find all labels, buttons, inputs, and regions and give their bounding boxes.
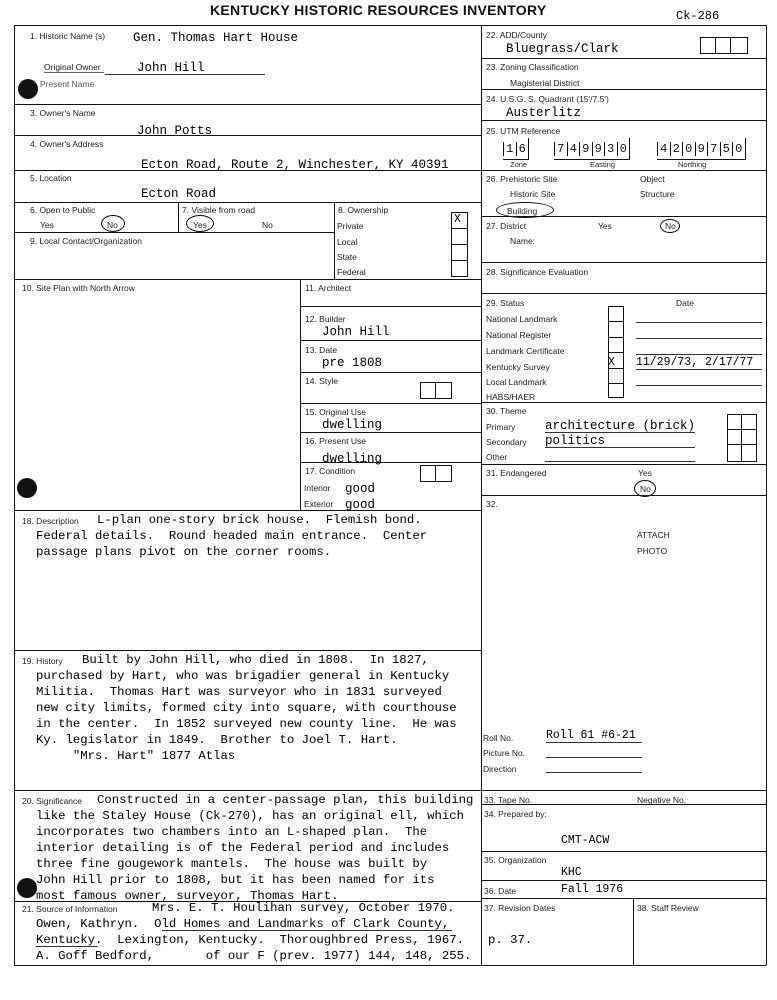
description-line: passage plans pivot on the corner rooms.: [36, 545, 332, 559]
visible-road-yes: Yes: [193, 220, 207, 230]
open-public-label: 6. Open to Public: [30, 205, 96, 215]
present-use-value: dwelling: [322, 452, 383, 466]
utm-easting-boxes: [554, 138, 630, 160]
ownership-state: State: [337, 252, 357, 262]
ownership-local: Local: [337, 237, 358, 247]
builder-value: John Hill: [322, 325, 390, 339]
date-value: pre 1808: [322, 356, 383, 370]
utm-digit: 7: [554, 142, 567, 156]
status-item: Local Landmark: [486, 377, 547, 387]
utm-northing-label: Northing: [678, 160, 707, 169]
original-use-label: 15. Original Use: [305, 407, 366, 417]
punch-hole-top: [18, 79, 38, 99]
history-line: purchased by Hart, who was brigadier general in Kentucky: [36, 669, 450, 683]
ownership-private: Private: [337, 221, 364, 231]
owner-address-label: 4. Owner's Address: [30, 139, 104, 149]
kentucky-survey-date: 11/29/73, 2/17/77: [636, 356, 754, 369]
condition-exterior-value: good: [345, 498, 376, 512]
tape-label: 33. Tape No.: [484, 795, 533, 805]
zoning-value: Magisterial District: [510, 78, 580, 88]
history-label: 19. History: [22, 656, 63, 666]
organization-label: 35. Organization: [484, 855, 547, 865]
utm-digit: 6: [516, 142, 529, 156]
direction-label: Direction: [483, 764, 517, 774]
utm-northing-boxes: [657, 138, 746, 160]
open-public-yes: Yes: [40, 220, 54, 230]
condition-interior-value: good: [345, 482, 376, 496]
owner-name-value: John Potts: [137, 124, 213, 138]
history-line: in the center. In 1852 surveyed new county line. He was: [36, 717, 457, 731]
status-item: Kentucky Survey: [486, 362, 550, 372]
condition-exterior-label: Exterior: [304, 499, 334, 509]
visible-road-no: No: [262, 220, 273, 230]
source-line: A. Goff Bedford, of our F (prev. 1977) 144, 148, 255.: [36, 949, 472, 963]
utm-digit: 5: [720, 142, 733, 156]
source-label: 21. Source of Information: [22, 904, 118, 914]
open-public-no: No: [107, 220, 118, 230]
endangered-label: 31. Endangered: [486, 468, 547, 478]
status-label: 29. Status: [486, 298, 525, 308]
frame-bottom: [14, 965, 766, 966]
original-owner-label: Original Owner: [44, 62, 101, 72]
ownership-private-mark: X: [454, 213, 461, 226]
district-no-circle: [660, 219, 680, 233]
utm-digit: 9: [579, 142, 592, 156]
history-line: Built by John Hill, who died in 1808. In 1827,: [82, 653, 429, 667]
negative-label: Negative No.: [637, 795, 687, 805]
utm-digit: 3: [604, 142, 617, 156]
utm-digit: 9: [592, 142, 605, 156]
historic-name-label: 1. Historic Name (s): [30, 31, 106, 41]
district-name-label: Name:: [510, 236, 536, 246]
roll-value: Roll 61 #6-21: [546, 729, 636, 742]
status-item: National Landmark: [486, 314, 558, 324]
source-page: p. 37.: [488, 933, 533, 947]
district-label: 27. District: [486, 221, 527, 231]
zoning-label: 23. Zoning Classification: [486, 62, 579, 72]
original-use-value: dwelling: [322, 418, 383, 432]
significance-line: like the Staley House (Ck-270), has an original ell, which: [36, 809, 465, 823]
prepared-by-value: CMT-ACW: [561, 834, 610, 847]
history-line: new city limits, formed city into square, with courthouse: [36, 701, 457, 715]
endangered-no: No: [640, 484, 651, 494]
significance-line: incorporates two chambers into an L-shaped plan. The: [36, 825, 428, 839]
significance-line: interior detailing is of the Federal period and includes: [36, 841, 450, 855]
historic-name-value: Gen. Thomas Hart House: [133, 31, 299, 45]
theme-label: 30. Theme: [486, 406, 527, 416]
location-label: 5. Location: [30, 173, 72, 183]
building-label: Building: [507, 206, 538, 216]
quadrant-label: 24. U.S.G. S. Quadrant (15'/7.5'): [486, 94, 609, 104]
utm-digit: 2: [670, 142, 683, 156]
source-line: Kentucky. Lexington, Kentucky. Thoroughbred Press, 1967.: [36, 933, 465, 947]
utm-digit: 0: [682, 142, 695, 156]
prehistoric-label: 26. Prehistoric Site: [486, 174, 558, 184]
utm-digit: 7: [707, 142, 720, 156]
frame-left: [14, 25, 15, 965]
staff-review-label: 38. Staff Review: [637, 903, 699, 913]
theme-boxes: [727, 414, 757, 462]
building-circle: [496, 202, 554, 218]
county-value: Bluegrass/Clark: [506, 42, 619, 56]
quadrant-value: Austerlitz: [506, 106, 582, 120]
description-line: L-plan one-story brick house. Flemish bond.: [97, 513, 422, 527]
kentucky-survey-mark: X: [608, 356, 615, 369]
owner-address-value: Ecton Road, Route 2, Winchester, KY 40391: [141, 158, 449, 172]
utm-digit: 0: [617, 142, 630, 156]
present-use-label: 16. Present Use: [305, 436, 366, 446]
evaluation-label: 28. Significance Evaluation: [486, 267, 589, 277]
utm-digit: 0: [732, 142, 745, 156]
utm-label: 25. UTM Reference: [486, 126, 561, 136]
owner-name-label: 3. Owner's Name: [30, 108, 96, 118]
utm-digit: 4: [567, 142, 580, 156]
utm-digit: 1: [503, 142, 516, 156]
site-plan-label: 10. Site Plan with North Arrow: [22, 283, 135, 293]
county-label: 22. ADD/County: [486, 30, 547, 40]
endangered-yes: Yes: [638, 468, 652, 478]
frame-top: [14, 25, 766, 26]
status-item: HABS/HAER: [486, 392, 536, 402]
condition-label: 17. Condition: [305, 466, 356, 476]
photo-text: PHOTO: [637, 546, 668, 556]
significance-label: 20. Significance: [22, 796, 83, 806]
theme-secondary-value: politics: [545, 434, 606, 448]
form-id: Ck-286: [676, 9, 720, 23]
prepared-date-label: 36. Date: [484, 886, 517, 896]
theme-primary-label: Primary: [486, 422, 516, 432]
significance-line: three fine gougework mantels. The house was built by: [36, 857, 428, 871]
builder-label: 12. Builder: [305, 314, 346, 324]
significance-line: Constructed in a center-passage plan, this building: [97, 793, 474, 807]
utm-zone-label: Zone: [510, 160, 528, 169]
condition-boxes: [420, 465, 452, 482]
source-line: Mrs. E. T. Houlihan survey, October 1970.: [152, 901, 455, 915]
utm-digit: 9: [695, 142, 708, 156]
significance-line: most famous owner, surveyor, Thomas Hart.: [36, 889, 339, 903]
prepared-date-value: Fall 1976: [561, 883, 624, 896]
theme-other-label: Other: [486, 452, 508, 462]
structure-label: Structure: [640, 189, 675, 199]
description-line: Federal details. Round headed main entrance. Center: [36, 529, 428, 543]
prepared-by-label: 34. Prepared by:: [484, 809, 547, 819]
theme-primary-value: architecture (brick): [545, 419, 696, 433]
status-date-label: Date: [676, 298, 694, 308]
district-yes: Yes: [598, 221, 612, 231]
condition-interior-label: Interior: [304, 483, 331, 493]
source-line: Owen, Kathryn. Old Homes and Landmarks of Clark County,: [36, 917, 450, 931]
ownership-label: 8. Ownership: [338, 205, 389, 215]
historic-site-label: Historic Site: [510, 189, 556, 199]
form-title: KENTUCKY HISTORIC RESOURCES INVENTORY: [210, 2, 547, 18]
photo-field-label: 32.: [486, 499, 498, 509]
date-label: 13. Date: [305, 345, 338, 355]
attach-text: ATTACH: [637, 530, 670, 540]
original-owner-value: John Hill: [137, 61, 205, 75]
roll-label: Roll No.: [483, 733, 514, 743]
description-label: 18. Description: [22, 516, 79, 526]
open-public-no-circle: [101, 215, 125, 232]
picture-label: Picture No.: [483, 748, 526, 758]
status-item: National Register: [486, 330, 552, 340]
significance-line: John Hill prior to 1808, but it has been named for its: [36, 873, 435, 887]
history-line: Militia. Thomas Hart was surveyor who in 1831 surveyed: [36, 685, 442, 699]
district-no: No: [665, 221, 676, 231]
utm-easting-label: Easting: [590, 160, 616, 169]
county-boxes: [700, 37, 748, 54]
visible-road-label: 7. Visible from road: [182, 205, 256, 215]
utm-digit: 4: [657, 142, 670, 156]
style-boxes: [420, 382, 452, 399]
style-label: 14. Style: [305, 376, 339, 386]
history-line: Ky. legislator in 1849. Brother to Joel T. Hart.: [36, 733, 398, 747]
history-line: "Mrs. Hart" 1877 Atlas: [36, 749, 236, 763]
object-label: Object: [640, 174, 665, 184]
frame-right: [766, 25, 767, 965]
location-value: Ecton Road: [141, 187, 217, 201]
theme-secondary-label: Secondary: [486, 437, 527, 447]
ownership-federal: Federal: [337, 267, 366, 277]
endangered-no-circle: [634, 480, 656, 497]
architect-label: 11. Architect: [305, 283, 352, 293]
utm-zone-boxes: [503, 138, 529, 160]
punch-hole-bottom: [17, 878, 37, 898]
revision-dates-label: 37. Revision Dates: [484, 903, 556, 913]
local-contact-label: 9. Local Contact/Organization: [30, 236, 142, 246]
visible-road-yes-circle: [186, 215, 214, 232]
present-name-label: Present Name: [40, 79, 95, 89]
status-item: Landmark Certificate: [486, 346, 565, 356]
punch-hole-middle: [17, 478, 37, 498]
organization-value: KHC: [561, 866, 582, 879]
